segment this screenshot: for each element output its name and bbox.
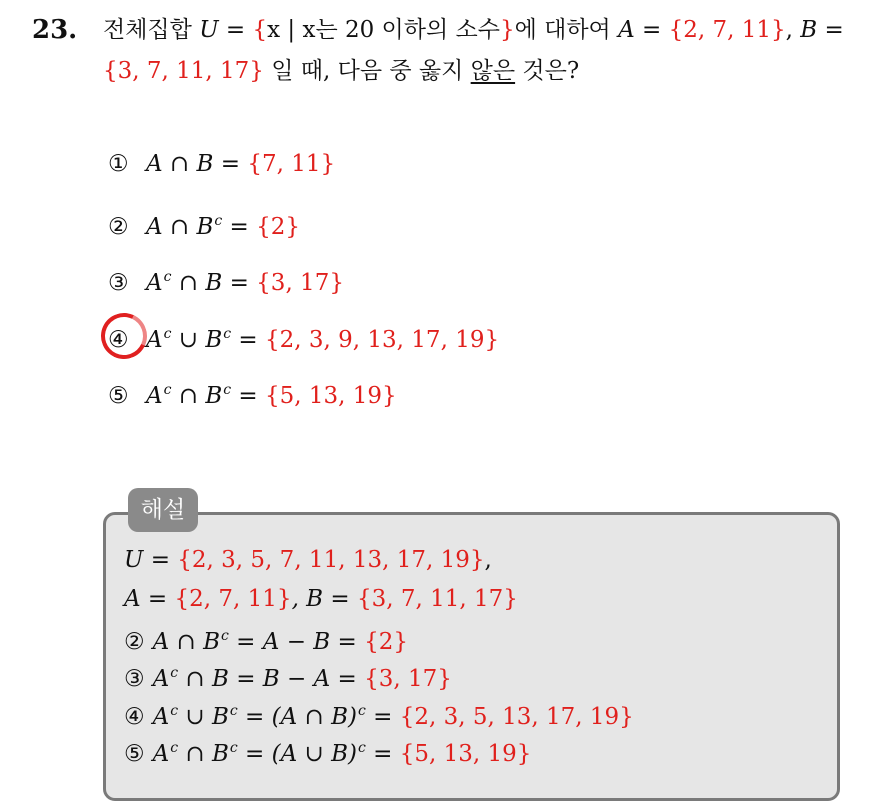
sol-set: {3, 7, 11, 17} [356, 586, 518, 612]
choice-number: ③ [108, 270, 129, 296]
sol-set: {2, 7, 11} [174, 586, 292, 612]
complement-superscript: c [229, 740, 238, 756]
q-text2: 것은? [515, 58, 580, 84]
sol-set: {5, 13, 19} [399, 741, 532, 767]
choice-number: ② [108, 214, 129, 240]
sol-expression-rest: ∩ B = B − A = [178, 666, 365, 692]
choice-set: {2, 3, 9, 13, 17, 19} [265, 327, 500, 353]
complement-superscript: c [214, 213, 223, 229]
choice-expression: A [146, 270, 163, 296]
sol-expression: A = [124, 586, 175, 612]
sol-expression: A ∩ B [152, 629, 221, 655]
sol-expression: A [152, 666, 170, 692]
q-A-set: {2, 7, 11} [668, 17, 786, 43]
q-universal-set: U [199, 17, 219, 43]
sol-equals: = [365, 741, 400, 767]
sol-expression-rest: = A − B = [228, 629, 365, 655]
question-number: 23. [32, 15, 78, 45]
complement-superscript: c [229, 703, 238, 719]
choice-equals: = [231, 383, 266, 409]
sol-expression-rest: ∩ B [178, 741, 229, 767]
sol-set: {3, 17} [364, 666, 452, 692]
q-underlined-word: 않은 [470, 58, 516, 84]
choice-expression: A [146, 327, 163, 353]
solution-line-2 [124, 584, 518, 614]
q-prefix: 전체집합 [103, 17, 200, 43]
question-text-line2 [103, 56, 579, 86]
choice-3[interactable] [108, 261, 344, 296]
sol-equals: = [365, 704, 400, 730]
sol-number: ② [124, 629, 145, 655]
sol-expression-rest: = (A ∪ B) [237, 741, 357, 767]
q-B-set: {3, 7, 11, 17} [103, 58, 264, 84]
complement-superscript: c [170, 703, 179, 719]
complement-superscript: c [221, 628, 229, 644]
q-sep: , [785, 17, 801, 43]
choice-1[interactable] [108, 148, 335, 180]
choice-2[interactable] [108, 205, 301, 240]
q-eq: = [218, 17, 253, 43]
sol-expression: A [152, 704, 170, 730]
sol-set: {2, 3, 5, 13, 17, 19} [399, 704, 634, 730]
q-mid: 에 대하여 [514, 17, 619, 43]
choice-number: ④ [108, 327, 129, 353]
q-rbrace: } [499, 17, 515, 43]
choice-equals: = [222, 214, 257, 240]
sol-number: ③ [124, 666, 145, 692]
sol-expression: U = [124, 547, 178, 573]
choice-expression-rest: ∩ B [171, 383, 223, 409]
q-A-def: A = [618, 17, 669, 43]
solution-line-6 [124, 733, 531, 769]
choice-set: {5, 13, 19} [265, 383, 397, 409]
solution-label: 해설 [128, 488, 198, 532]
q-B-def: B = [800, 17, 844, 43]
choice-expression-rest: ∪ B [171, 327, 223, 353]
complement-superscript: c [170, 740, 179, 756]
choice-set: {3, 17} [256, 270, 344, 296]
complement-superscript: c [163, 382, 172, 398]
choice-4[interactable] [108, 318, 500, 353]
q-text1: 일 때, 다음 중 옳지 [263, 58, 471, 84]
q-set-desc: x | x는 20 이하의 소수 [267, 17, 500, 43]
complement-superscript: c [163, 269, 172, 285]
sol-expression: A [152, 741, 170, 767]
sol-set: {2, 3, 5, 7, 11, 13, 17, 19} [177, 547, 485, 573]
choice-number: ⑤ [108, 383, 129, 409]
solution-line-4 [124, 658, 452, 694]
sol-set: {2} [364, 629, 408, 655]
choice-expression: A ∩ B [146, 214, 214, 240]
complement-superscript: c [170, 665, 179, 681]
question-text-line1 [103, 15, 844, 45]
complement-superscript: c [163, 326, 172, 342]
sol-expression-mid: , B = [291, 586, 357, 612]
choice-set: {7, 11} [247, 151, 336, 177]
choice-number: ① [108, 151, 129, 177]
sol-expression-rest: ∪ B [178, 704, 229, 730]
choice-expression: A [146, 383, 163, 409]
complement-superscript: c [357, 703, 366, 719]
sol-tail: , [484, 547, 492, 573]
complement-superscript: c [357, 740, 366, 756]
complement-superscript: c [223, 382, 232, 398]
sol-expression-rest: = (A ∩ B) [237, 704, 357, 730]
choice-expression-rest: ∩ B = [171, 270, 257, 296]
answer-circle-mark [95, 307, 154, 366]
choice-equals: = [231, 327, 266, 353]
solution-line-3 [124, 621, 408, 657]
choice-5[interactable] [108, 374, 397, 409]
q-lbrace: { [252, 17, 268, 43]
sol-number: ⑤ [124, 741, 145, 767]
choice-expression: A ∩ B = [146, 151, 248, 177]
choice-set: {2} [256, 214, 301, 240]
complement-superscript: c [223, 326, 232, 342]
solution-line-1 [124, 545, 492, 575]
solution-line-5 [124, 696, 634, 732]
sol-number: ④ [124, 704, 145, 730]
